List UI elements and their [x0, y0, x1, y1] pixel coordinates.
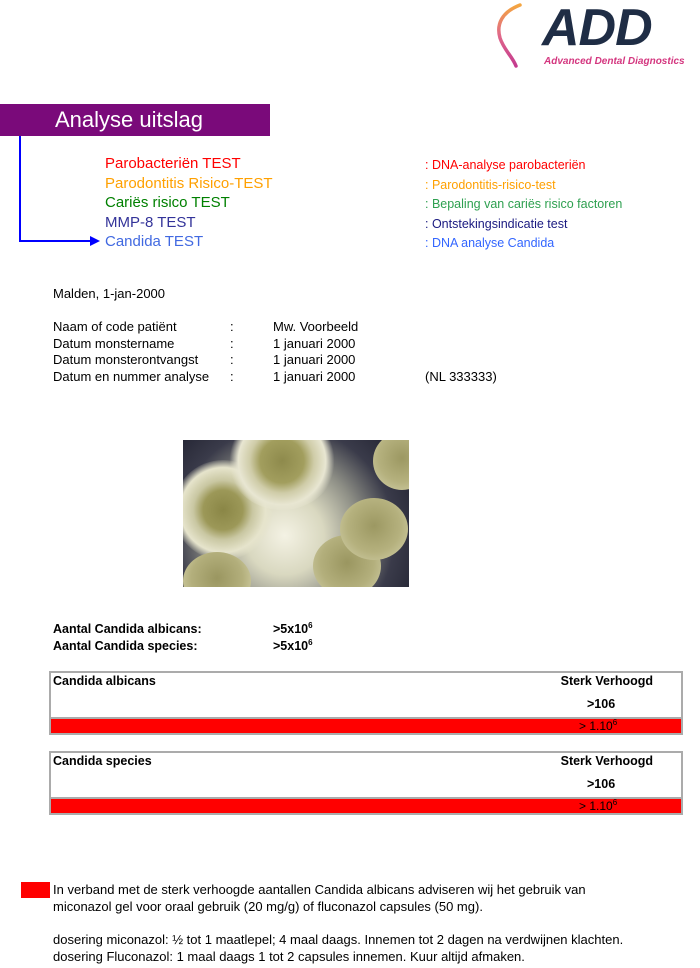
bar-value-exponent: 6	[612, 718, 618, 727]
test-name-parodontitis: Parodontitis Risico-TEST	[105, 174, 273, 192]
test-desc-parobacterien: : DNA-analyse parobacteriën	[425, 158, 586, 172]
count-value-base: >5x10	[273, 639, 309, 653]
info-value: 1 januari 2000	[273, 352, 356, 367]
result-level-value	[579, 719, 617, 734]
candida-counts	[53, 621, 313, 655]
info-colon: :	[230, 352, 234, 367]
test-description-list	[425, 156, 622, 254]
arrow-connector-horizontal	[19, 240, 91, 242]
info-label: Datum monstername	[53, 335, 175, 351]
count-value	[273, 621, 313, 638]
result-level-bar	[51, 797, 681, 813]
result-name: Candida albicans	[53, 674, 156, 688]
test-desc-caries: : Bepaling van cariës risico factoren	[425, 197, 623, 211]
test-desc-mmp8: : Ontstekingsindicatie test	[425, 216, 568, 231]
result-status: Sterk Verhoogd	[560, 754, 653, 768]
advice-status-marker	[21, 882, 50, 898]
count-row-albicans	[53, 621, 313, 638]
count-label: Aantal Candida albicans:	[53, 622, 202, 636]
dna-lightbulb-icon	[490, 2, 540, 68]
test-name-parobacterien: Parobacteriën TEST	[105, 155, 241, 172]
count-label: Aantal Candida species:	[53, 639, 198, 653]
info-value: 1 januari 2000	[273, 335, 356, 351]
test-desc-parodontitis: : Parodontitis-risico-test	[425, 177, 556, 192]
info-value: 1 januari 2000	[273, 368, 356, 384]
analysis-number: (NL 333333)	[425, 368, 497, 384]
count-row-species	[53, 638, 313, 655]
test-name-mmp8: MMP-8 TEST	[105, 213, 196, 231]
place-date: Malden, 1-jan-2000	[53, 286, 166, 301]
arrow-right-icon	[90, 236, 100, 246]
test-desc-candida: : DNA analyse Candida	[425, 236, 555, 250]
add-logo	[490, 2, 690, 72]
info-colon: :	[230, 319, 234, 334]
bar-value-exponent: 6	[612, 798, 618, 807]
count-value	[273, 638, 313, 655]
advice-line: miconazol gel voor oraal gebruik (20 mg/g) of fluconazol capsules (50 mg).	[53, 899, 483, 914]
result-box-species	[49, 751, 683, 815]
bar-value-base: > 1.10	[579, 719, 613, 733]
logo-wordmark: ADD	[542, 0, 652, 57]
logo-subtitle: Advanced Dental Diagnostics	[544, 56, 685, 67]
result-box-albicans	[49, 671, 683, 735]
info-colon: :	[230, 368, 234, 384]
arrow-connector-vertical	[19, 136, 21, 242]
advice-line: In verband met de sterk verhoogde aantallen Candida albicans adviseren wij het gebruik van	[53, 882, 586, 897]
result-status: Sterk Verhoogd	[560, 674, 653, 688]
info-label: Naam of code patiënt	[53, 319, 177, 334]
test-name-candida: Candida TEST	[105, 233, 204, 250]
count-value-exponent: 6	[308, 621, 313, 630]
test-name-caries: Cariës risico TEST	[105, 194, 230, 211]
result-level-value	[579, 799, 617, 814]
advice-text	[53, 881, 673, 965]
info-label: Datum monsterontvangst	[53, 352, 199, 367]
result-level-bar	[51, 717, 681, 733]
title-bar	[0, 104, 270, 136]
dosage-line: dosering miconazol: ½ tot 1 maatlepel; 4 maal daags. Innemen tot 2 dagen na verdwijnen klachten.	[53, 932, 624, 947]
result-reference: >106	[587, 777, 616, 791]
result-name: Candida species	[53, 754, 152, 768]
result-reference: >106	[587, 697, 616, 711]
candida-culture-photo	[183, 440, 409, 587]
page-title: Analyse uitslag	[55, 107, 203, 132]
count-value-exponent: 6	[308, 638, 313, 647]
dosage-line: dosering Fluconazol: 1 maal daags 1 tot 2 capsules innemen. Kuur altijd afmaken.	[53, 949, 525, 964]
test-list	[105, 154, 273, 252]
count-value-base: >5x10	[273, 622, 309, 636]
info-label: Datum en nummer analyse	[53, 368, 210, 384]
info-colon: :	[230, 335, 234, 351]
info-value: Mw. Voorbeeld	[273, 319, 359, 334]
bar-value-base: > 1.10	[579, 799, 613, 813]
